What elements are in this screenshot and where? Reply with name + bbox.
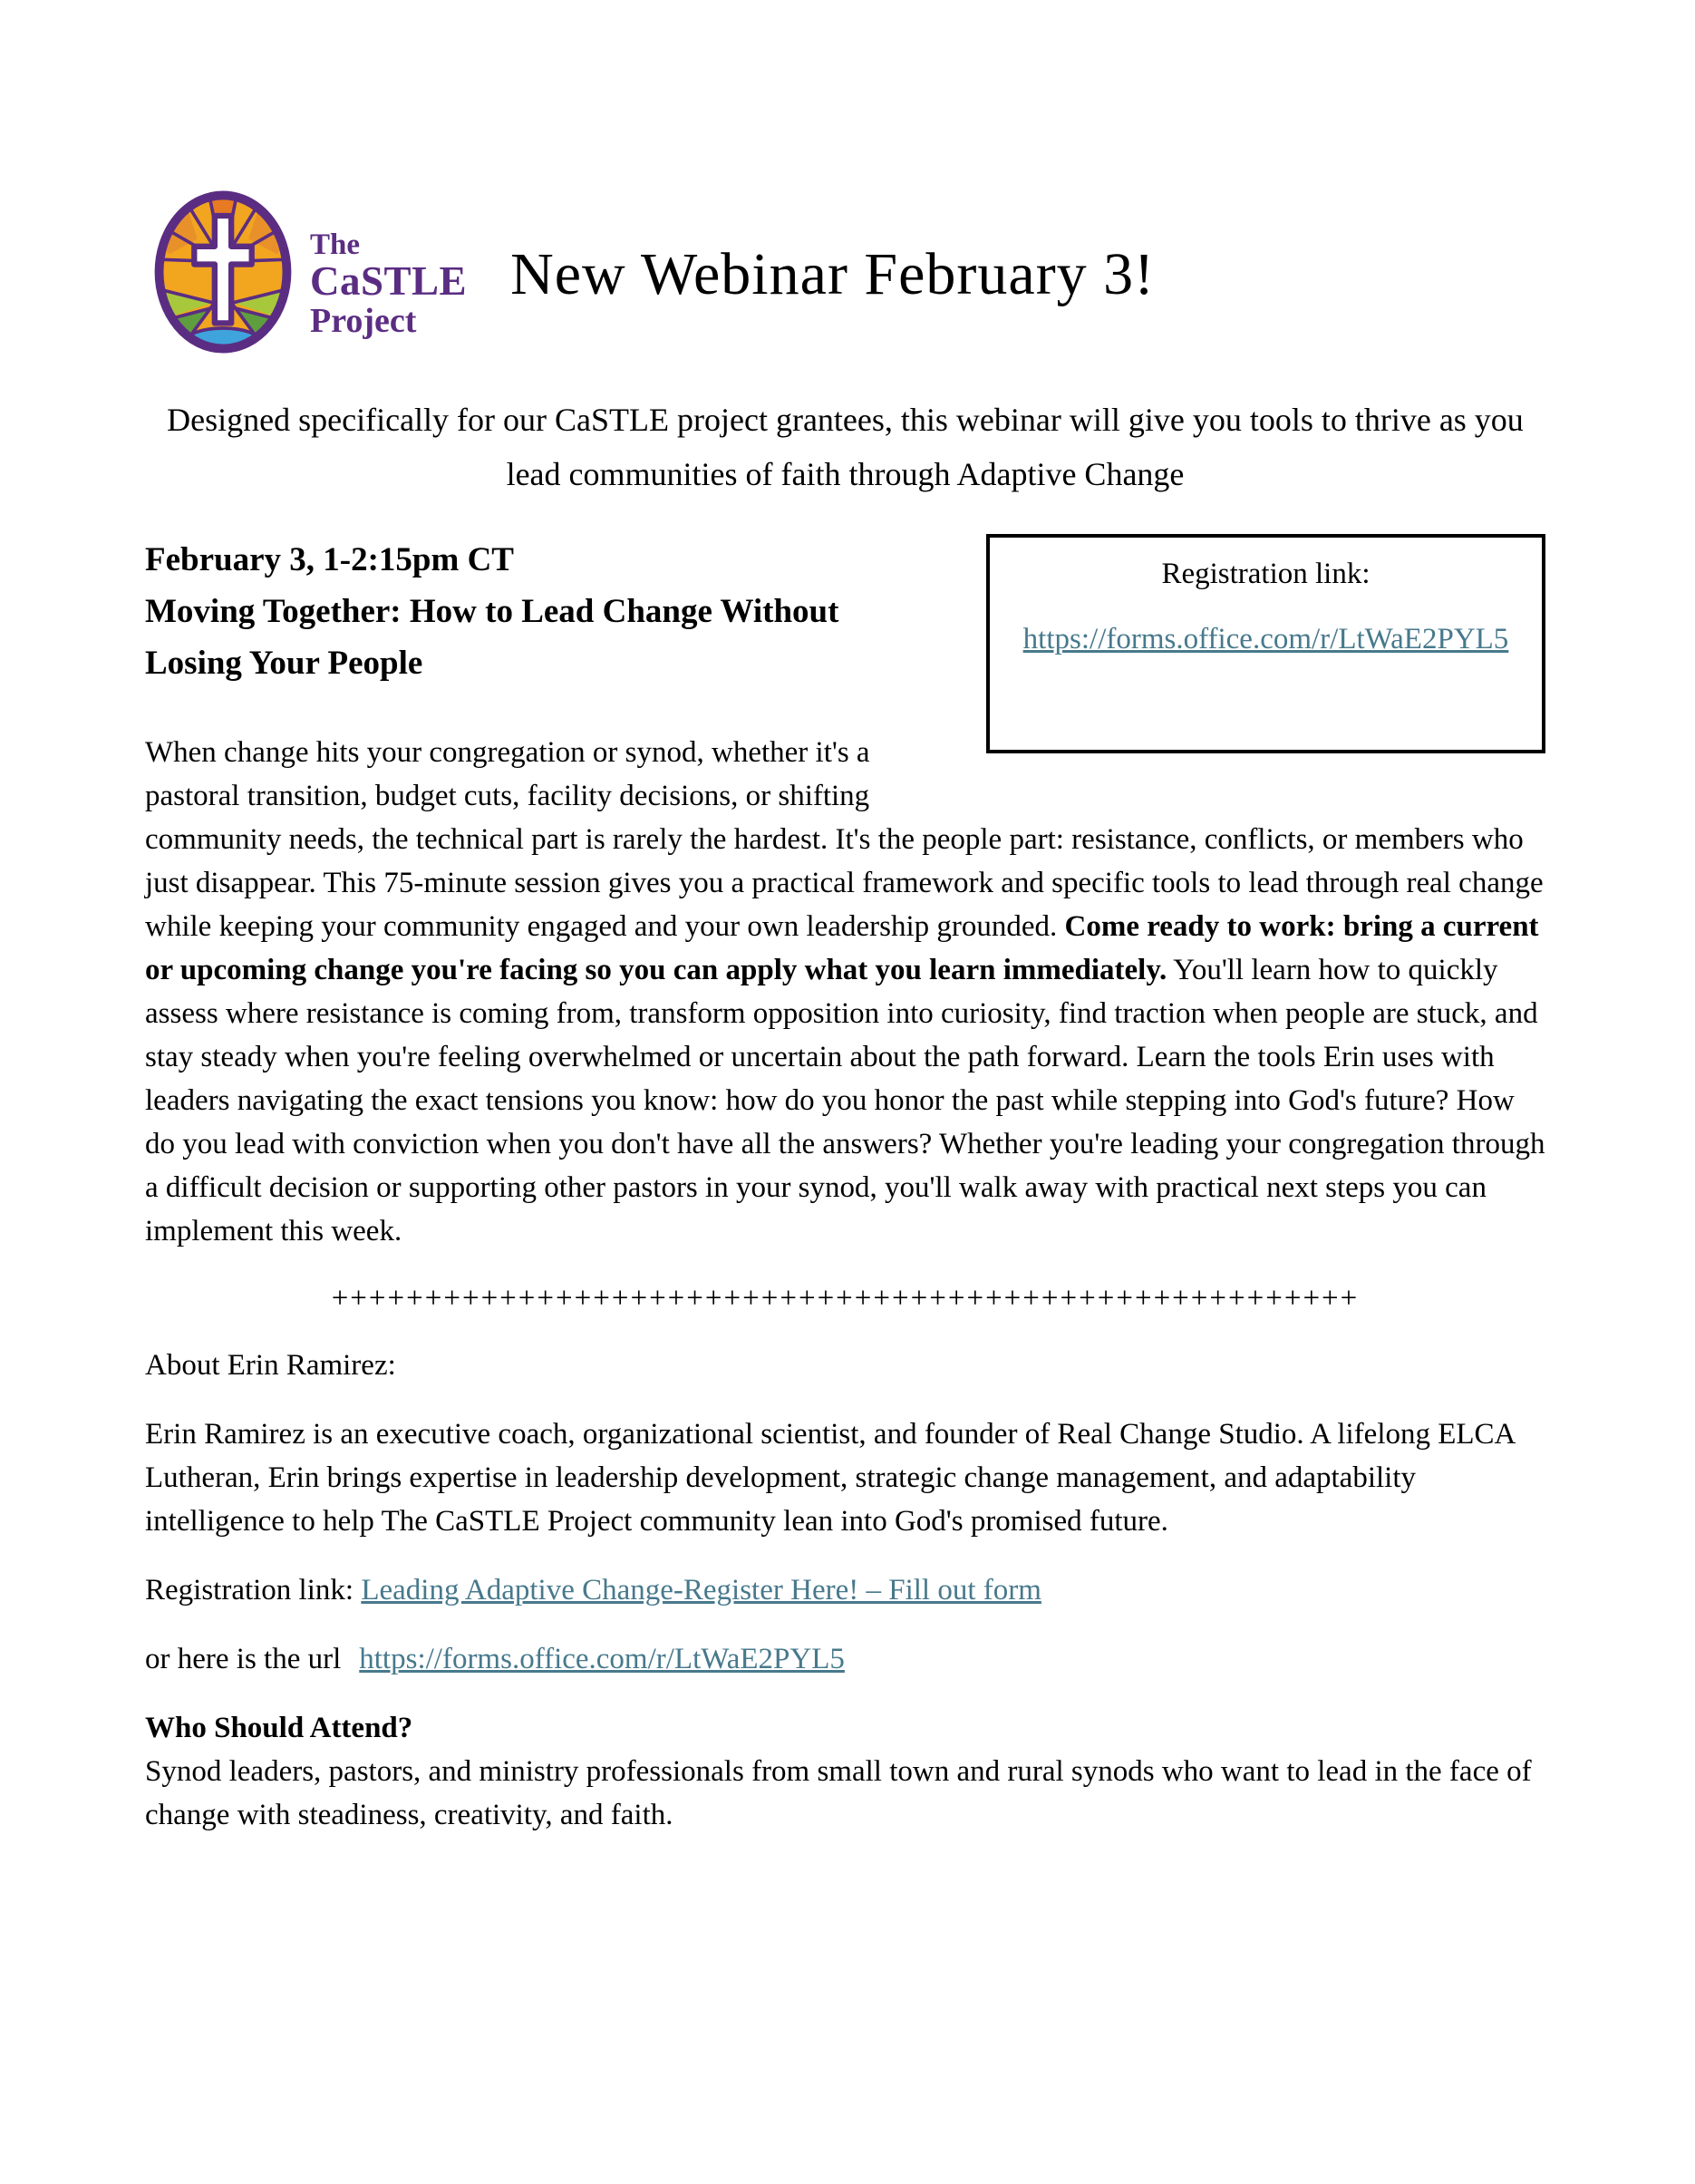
who-should-attend-heading: Who Should Attend? (145, 1712, 413, 1744)
event-title: Moving Together: How to Lead Change Without Losing Your People (145, 593, 839, 682)
registration-line-prefix: Registration link: (145, 1574, 362, 1606)
registration-form-link[interactable]: Leading Adaptive Change-Register Here! – Fill out form (361, 1574, 1041, 1606)
intro-section (145, 534, 1545, 1253)
who-should-attend-text: Synod leaders, pastors, and ministry professionals from small town and rural synods who want to lead in the face of change with steadiness, creativity, and faith. (145, 1755, 1532, 1831)
plus-separator: +++++++++++++++++++++++++++++++++++++++++++++++++++++++ (331, 1282, 1360, 1315)
logo-word-project: Project (310, 302, 417, 340)
event-datetime: February 3, 1-2:15pm CT (145, 541, 514, 578)
stained-glass-cross-icon (145, 188, 301, 356)
event-description (145, 731, 1545, 1253)
about-bio: Erin Ramirez is an executive coach, organizational scientist, and founder of Real Change Studio. A lifelong ELCA Lutheran, Erin brings expertise in leadership development, strategic change management, and adaptability intelligence to help The CaSTLE Project community lean into God's promised future. (145, 1418, 1515, 1538)
registration-url-link-bottom[interactable]: https://forms.office.com/r/LtWaE2PYL5 (359, 1643, 845, 1675)
registration-box (986, 534, 1545, 753)
page-title: New Webinar February 3! (510, 241, 1156, 307)
logo-wordmark (310, 229, 467, 340)
registration-url-link[interactable]: https://forms.office.com/r/LtWaE2PYL5 (1022, 623, 1509, 655)
description-bold: Come ready to work: bring a current or upcoming change you're facing so you can apply what you learn immediately. (145, 910, 1539, 986)
subtitle: Designed specifically for our CaSTLE project grantees, this webinar will give you tools to thrive as you lead communities of faith through Adaptive Change (167, 402, 1524, 492)
who-should-attend (145, 1706, 1545, 1837)
description-part1: When change hits your congregation or synod, whether it's a pastoral transition, budget cuts, facility decisions, or shifting community needs, the technical part is rarely the hardest. It's the people part: resistance, conflicts, or members who just disappear. This 75-minute session gives you a practical framework and specific tools to lead through real change while keeping your community engaged and your own leadership grounded. (145, 736, 1544, 943)
url-line-prefix: or here is the url (145, 1643, 342, 1675)
registration-line (145, 1568, 1545, 1612)
description-part2: You'll learn how to quickly assess where resistance is coming from, transform opposition into curiosity, find traction when people are stuck, and stay steady when you're feeling overwhelmed or uncertain about the path forward. Learn the tools Erin uses with leaders navigating the exact tensions you know: how do you honor the past while stepping into God's future? How do you lead with conviction when you don't have all the answers? Whether you're leading your congregation through a difficult decision or supporting other pastors in your synod, you'll walk away with practical next steps you can implement this week. (145, 954, 1545, 1247)
logo-word-the: The (310, 228, 361, 261)
castle-project-logo (145, 188, 467, 356)
about-label: About Erin Ramirez: (145, 1349, 396, 1382)
url-line (145, 1637, 1545, 1681)
registration-box-label: Registration link: (1161, 558, 1371, 590)
logo-word-castle: CaSTLE (310, 258, 468, 304)
masthead (145, 186, 1545, 358)
